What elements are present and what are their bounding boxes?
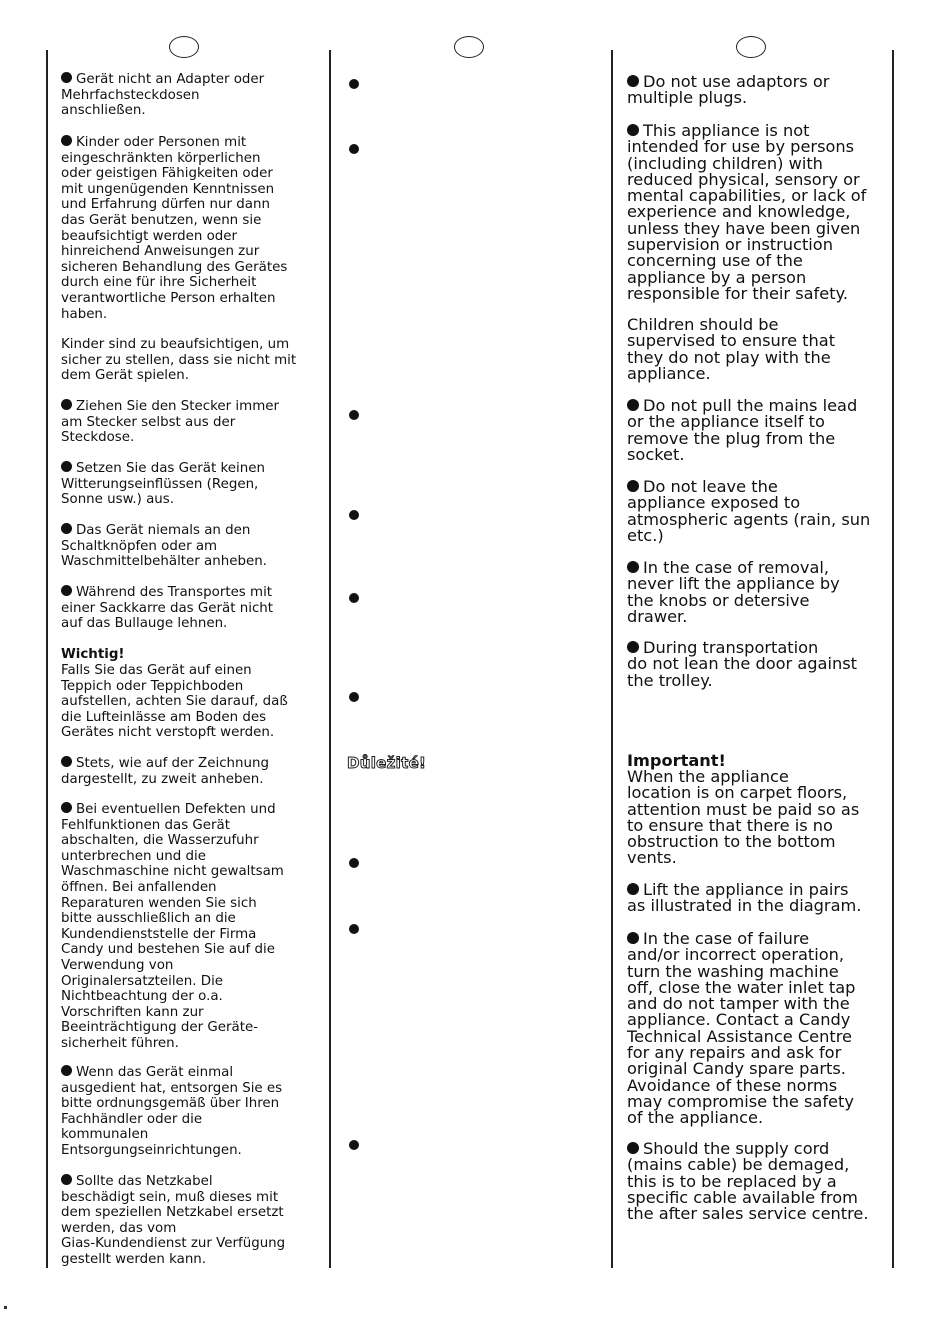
german-para-children-persons: Kinder oder Personen mit eingeschränkten körperlichen oder geistigen Fähigkeiten oder mit ungenügenden Kenntnissen und Erfahrung dürfen nur dann das Gerät benutzen, wenn sie beaufsichtigt werden oder hinreichend Anweisungen zur sicheren Behandlung des Gerätes durch eine für ihre Sicherheit verantwortliche Person erhalten haben. bbox=[61, 135, 288, 322]
divider-rule-1 bbox=[329, 50, 331, 1268]
bullet-icon bbox=[627, 883, 639, 895]
bullet-icon bbox=[61, 461, 72, 472]
english-para-children: Children should be supervised to ensure that they do not play with the appliance. bbox=[627, 315, 836, 383]
language-circle-german bbox=[169, 36, 199, 58]
english-para-adaptors: Do not use adaptors or multiple plugs. bbox=[627, 72, 830, 108]
german-para-weather: Setzen Sie das Gerät keinen Witterungseinflüssen (Regen, Sonne usw.) aus. bbox=[61, 461, 265, 508]
german-para-transport: Während des Transportes mit einer Sackkarre das Gerät nicht auf das Bullauge lehnen. bbox=[61, 585, 274, 632]
german-important-text: Falls Sie das Gerät auf einen Teppich oder Teppichboden aufstellen, achten Sie darauf, daß die Lufteinlässe am Boden des Gerätes nicht verstopft werden. bbox=[61, 663, 288, 741]
czech-bullet-icon bbox=[349, 1140, 359, 1150]
bullet-icon bbox=[61, 1174, 72, 1185]
right-border-rule bbox=[892, 50, 894, 1268]
czech-bullet-icon bbox=[349, 924, 359, 934]
german-para-failure: Bei eventuellen Defekten und Fehlfunktionen das Gerät abschalten, die Wasserzufuhr unterbrechen und die Waschmaschine nicht gewaltsam öffnen. Bei anfallenden Reparaturen wenden Sie sich bitte ausschließlich an die Kundendienststelle der Firma Candy und bestehen Sie auf die Verwendung von Originalersatzteilen. Die Nichtbeachtung der o.a. Vorschriften kann zur Beeinträchtigung der Geräte- sicherheit führen. bbox=[61, 802, 284, 1051]
english-para-persons: This appliance is not intended for use by persons (including children) with reduced physical, sensory or mental capabilities, or lack of experience and knowledge, unless they have been given supervision or instruction concerning use of the appliance by a person responsible for their safety. bbox=[627, 121, 867, 303]
divider-rule-2 bbox=[611, 50, 613, 1268]
left-border-rule bbox=[46, 50, 48, 1268]
czech-important-label: Důležité! bbox=[347, 754, 427, 772]
czech-bullet-icon bbox=[349, 692, 359, 702]
czech-bullet-icon bbox=[349, 144, 359, 154]
bullet-icon bbox=[61, 135, 72, 146]
english-para-exposure: Do not leave the appliance exposed to atmospheric agents (rain, sun etc.) bbox=[627, 477, 871, 545]
english-para-mains-lead: Do not pull the mains lead or the appliance itself to remove the plug from the socket. bbox=[627, 396, 858, 464]
bullet-icon bbox=[627, 124, 639, 136]
czech-bullet-icon bbox=[349, 410, 359, 420]
english-important-text: When the appliance location is on carpet floors, attention must be paid so as to ensure that there is no obstruction to the bottom vents. bbox=[627, 767, 860, 868]
german-para-plug: Ziehen Sie den Stecker immer am Stecker selbst aus der Steckdose. bbox=[61, 399, 279, 446]
german-para-cable: Sollte das Netzkabel beschädigt sein, muß dieses mit dem speziellen Netzkabel ersetzt werden, das vom Gias-Kundendienst zur Verfügung gestellt werden kann. bbox=[61, 1174, 286, 1267]
bullet-icon bbox=[627, 480, 639, 492]
bullet-icon bbox=[61, 523, 72, 534]
german-para-lifting-knobs: Das Gerät niemals an den Schaltknöpfen oder am Waschmittelbehälter anheben. bbox=[61, 523, 267, 570]
bullet-icon bbox=[627, 932, 639, 944]
bullet-icon bbox=[61, 585, 72, 596]
bullet-icon bbox=[61, 802, 72, 813]
czech-bullet-icon bbox=[349, 79, 359, 89]
german-para-adapters: Gerät nicht an Adapter oder Mehrfachsteckdosen anschließen. bbox=[61, 72, 265, 119]
page-corner-mark bbox=[4, 1306, 7, 1309]
german-para-lift-pairs: Stets, wie auf der Zeichnung dargestellt, zu zweit anheben. bbox=[61, 756, 270, 787]
bullet-icon bbox=[61, 1065, 72, 1076]
english-important-title: Important! bbox=[627, 751, 726, 770]
czech-bullet-icon bbox=[349, 593, 359, 603]
english-para-removal: In the case of removal, never lift the appliance by the knobs or detersive drawer. bbox=[627, 558, 840, 626]
german-para-disposal: Wenn das Gerät einmal ausgedient hat, entsorgen Sie es bitte ordnungsgemäß über Ihren Fachhändler oder die kommunalen Entsorgungseinrichtungen. bbox=[61, 1065, 283, 1158]
english-para-supply-cord: Should the supply cord (mains cable) be demaged, this is to be replaced by a specific cable available from the after sales service centre. bbox=[627, 1139, 869, 1224]
bullet-icon bbox=[61, 399, 72, 410]
bullet-icon bbox=[627, 1142, 639, 1154]
english-para-failure: In the case of failure and/or incorrect operation, turn the washing machine off, close the water inlet tap and do not tamper with the appliance. Contact a Candy Technical Assistance Centre for any repairs and ask for original Candy spare parts. Avoidance of these norms may compromise the safety of the appliance. bbox=[627, 929, 856, 1128]
english-para-lift-pairs: Lift the appliance in pairs as illustrated in the diagram. bbox=[627, 880, 862, 916]
language-circle-czech bbox=[454, 36, 484, 58]
bullet-icon bbox=[627, 641, 639, 653]
english-para-transportation: During transportation do not lean the door against the trolley. bbox=[627, 638, 858, 690]
bullet-icon bbox=[627, 561, 639, 573]
czech-bullet-icon bbox=[349, 858, 359, 868]
bullet-icon bbox=[61, 756, 72, 767]
czech-bullet-icon bbox=[349, 510, 359, 520]
bullet-icon bbox=[627, 75, 639, 87]
language-circle-english bbox=[736, 36, 766, 58]
bullet-icon bbox=[627, 399, 639, 411]
german-important-title: Wichtig! bbox=[61, 647, 125, 662]
bullet-icon bbox=[61, 72, 72, 83]
german-para-children-supervision: Kinder sind zu beaufsichtigen, um sicher zu stellen, dass sie nicht mit dem Gerät spielen. bbox=[61, 337, 297, 384]
